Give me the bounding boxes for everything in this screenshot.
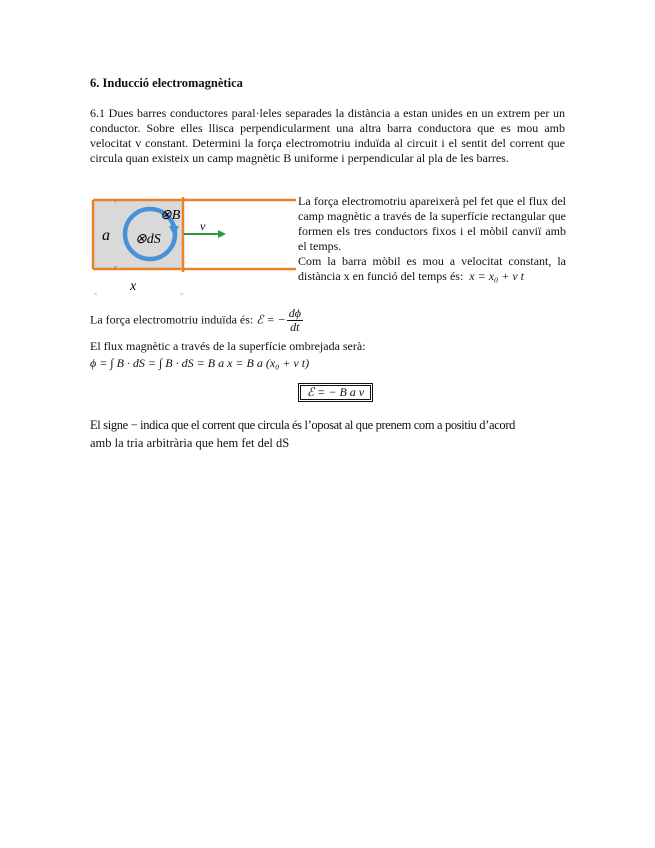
result-box: ℰ = − B a v [298, 383, 373, 402]
section-title: 6. Inducció electromagnètica [90, 76, 243, 90]
flux-intro: El flux magnètic a través de la superfície ombrejada serà: [90, 339, 366, 353]
sign-note-line1: El signe − indica que el corrent que circula és l’oposat al que prenem com a positiu d’acord [90, 418, 516, 432]
sign-note [90, 416, 570, 452]
label-v: v [200, 219, 206, 233]
explanation-p2-text: Com la barra mòbil es mou a velocitat constant, la distància x en funció del temps és: [298, 254, 566, 283]
flux-equation: ϕ = ∫ B · dS = ∫ B · dS = B a x = B a (x₀ + v t) [90, 356, 310, 370]
label-a: a [102, 227, 110, 244]
dimension-tick-bottom: v [114, 265, 117, 271]
dimension-tick-right: > [180, 292, 184, 298]
sign-note-line2: amb la tria arbitrària que hem fet del dS [90, 436, 290, 450]
problem-statement: 6.1 Dues barres conductores paral·leles separades la distància a estan unides en un extrem per un conductor. Sobre elles llisca perpendicularment una altra barra conductora que es mou amb velocitat v constant. Determini la força electromotriu induïda al circuit i el sentit del corrent que circula quan existeix un camp magnètic B uniforme i perpendicular al pla de les barres. [90, 106, 565, 165]
label-dS: ⊗dS [135, 232, 161, 247]
emf-line [90, 307, 303, 334]
emf-lhs: ℰ = − [256, 312, 286, 327]
emf-numerator: dϕ [288, 306, 301, 320]
circuit-figure [90, 194, 300, 304]
position-equation: x = x₀ + v t [469, 269, 524, 283]
label-x: x [130, 279, 137, 294]
dimension-tick-left: < [94, 292, 98, 298]
emf-intro: La força electromotriu induïda és: [90, 312, 254, 327]
explanation-p2 [298, 254, 566, 284]
velocity-arrowhead [218, 230, 226, 238]
emf-fraction [287, 307, 303, 334]
emf-denominator: dt [290, 320, 300, 334]
explanation [298, 194, 566, 284]
dimension-tick-top: ^ [114, 200, 117, 206]
explanation-p1: La força electromotriu apareixerà pel fet que el flux del camp magnètic a través de la superfície rectangular que formen els tres conductors fixos i el mòbil canviï amb el temps. [298, 194, 566, 253]
label-B: ⊗B [160, 208, 181, 223]
